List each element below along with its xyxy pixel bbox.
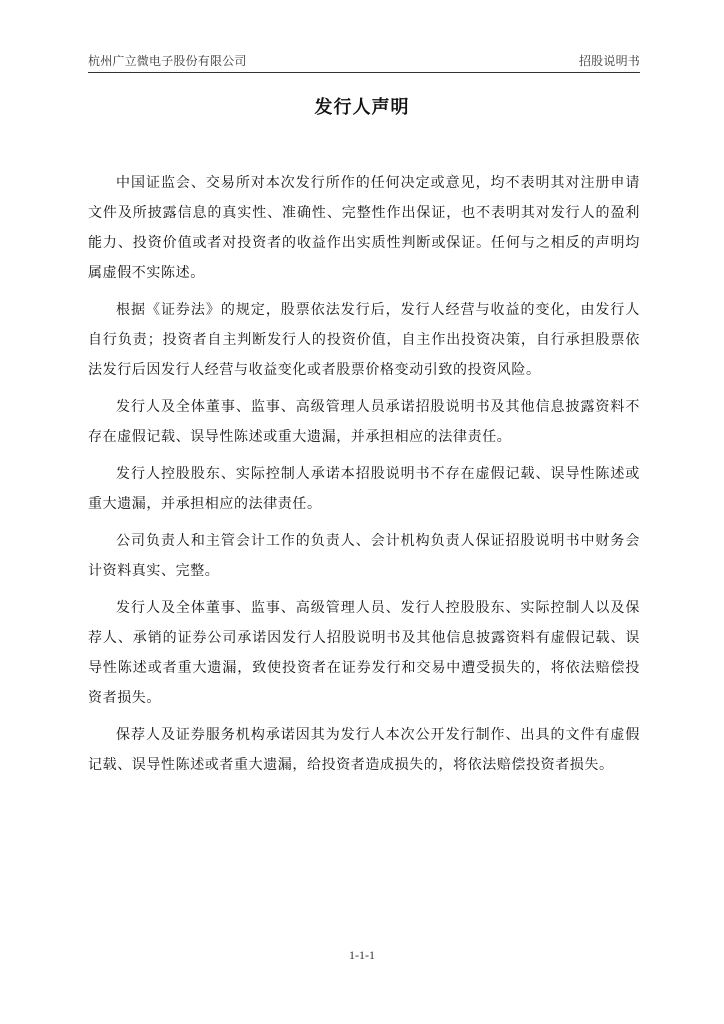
statement-body — [88, 168, 640, 787]
page-title: 发行人声明 — [314, 97, 410, 118]
paragraph-7: 保荐人及证券服务机构承诺因其为发行人本次公开发行制作、出具的文件有虚假记载、误导性陈述或者重大遗漏，给投资者造成损失的，将依法赔偿投资者损失。 — [88, 727, 640, 773]
paragraph-4: 发行人控股股东、实际控制人承诺本招股说明书不存在虚假记载、误导性陈述或重大遗漏，并承担相应的法律责任。 — [88, 466, 640, 512]
paragraph-5: 公司负责人和主管会计工作的负责人、会计机构负责人保证招股说明书中财务会计资料真实、完整。 — [88, 533, 640, 579]
document-type: 招股说明书 — [578, 54, 640, 68]
paragraph-6: 发行人及全体董事、监事、高级管理人员、发行人控股股东、实际控制人以及保荐人、承销的证券公司承诺因发行人招股说明书及其他信息披露资料有虚假记载、误导性陈述或者重大遗漏，致使投资者在证券发行和交易中遭受损失的，将依法赔偿投资者损失。 — [88, 600, 640, 706]
paragraph-3: 发行人及全体董事、监事、高级管理人员承诺招股说明书及其他信息披露资料不存在虚假记载、误导性陈述或重大遗漏，并承担相应的法律责任。 — [88, 399, 640, 445]
company-name: 杭州广立微电子股份有限公司 — [88, 54, 247, 68]
paragraph-1: 中国证监会、交易所对本次发行所作的任何决定或意见，均不表明其对注册申请文件及所披露信息的真实性、准确性、完整性作出保证，也不表明其对发行人的盈利能力、投资价值或者对投资者的收益作出实质性判断或保证。任何与之相反的声明均属虚假不实陈述。 — [88, 175, 640, 281]
page-header — [88, 48, 640, 73]
page-number: 1-1-1 — [349, 948, 375, 962]
paragraph-2: 根据《证券法》的规定，股票依法发行后，发行人经营与收益的变化，由发行人自行负责；投资者自主判断发行人的投资价值，自主作出投资决策，自行承担股票依法发行后因发行人经营与收益变化或者股票价格变动引致的投资风险。 — [88, 302, 640, 378]
